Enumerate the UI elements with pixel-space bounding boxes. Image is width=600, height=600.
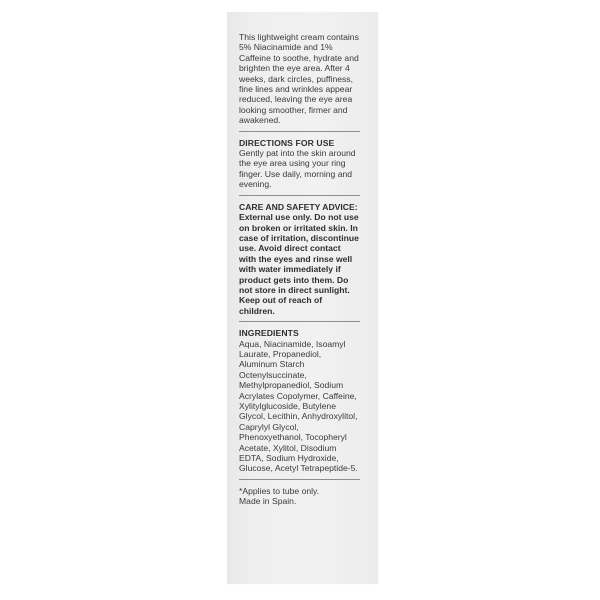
- section-divider: [239, 321, 360, 322]
- description-section: [239, 32, 360, 131]
- description-text: This lightweight cream contains 5% Niacinamide and 1% Caffeine to soothe, hydrate and brighten the eye area. After 4 weeks, dark circles, puffiness, fine lines and wrinkles appear reduced, leaving the eye area looking smoother, firmer and awakened.: [239, 32, 359, 126]
- ingredients-heading: INGREDIENTS: [239, 328, 299, 339]
- section-divider: [239, 195, 360, 196]
- section-divider: [239, 479, 360, 480]
- directions-text: Gently pat into the skin around the eye area using your ring finger. Use daily, morning and evening.: [239, 148, 356, 190]
- directions-heading: DIRECTIONS FOR USE: [239, 137, 335, 148]
- directions-section: [239, 138, 360, 195]
- footer-section: [239, 486, 360, 512]
- origin-text: Made in Spain.: [239, 496, 297, 507]
- label-text-panel: [239, 32, 360, 512]
- section-divider: [239, 131, 360, 132]
- care-section: [239, 202, 360, 321]
- ingredients-section: [239, 328, 360, 479]
- tube-note: *Applies to tube only.: [239, 485, 320, 496]
- ingredients-text: Aqua, Niacinamide, Isoamyl Laurate, Propanediol, Aluminum Starch Octenylsuccinate, Methylpropanediol, Sodium Acrylates Copolymer, Caffeine, Xylitylglucoside, Butylene Glycol, Lecithin, Anhydroxylitol, Caprylyl Glycol, Phenoxyethanol, Tocopheryl Acetate, Xylitol, Disodium EDTA, Sodium Hydroxide, Glucose, Acetyl Tetrapeptide-5.: [239, 338, 358, 474]
- care-heading: CARE AND SAFETY ADVICE:: [239, 201, 358, 212]
- care-text: External use only. Do not use on broken or irritated skin. In case of irritation, discontinue use. Avoid direct contact with the eyes and rinse well with water immediately if product gets into them. Do not store in direct sunlight. Keep out of reach of children.: [239, 212, 359, 316]
- care-paragraph: [239, 202, 360, 316]
